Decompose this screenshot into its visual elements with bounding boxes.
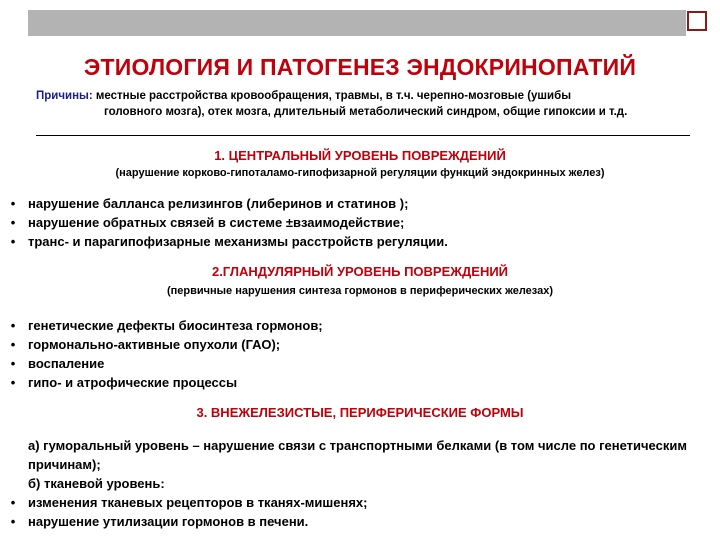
section2-heading: 2.ГЛАНДУЛЯРНЫЙ УРОВЕНЬ ПОВРЕЖДЕНИЙ bbox=[211, 264, 509, 279]
section2-list bbox=[6, 316, 323, 392]
bullet-icon: • bbox=[10, 514, 16, 529]
list-item bbox=[6, 232, 448, 251]
list-item bbox=[6, 335, 323, 354]
list-item bbox=[6, 373, 323, 392]
section2-subheading: (первичные нарушения синтеза гормонов в периферических железах) bbox=[166, 285, 554, 297]
causes-label: Причины: bbox=[36, 90, 93, 102]
bullet-icon: • bbox=[10, 356, 16, 371]
bullet-icon: • bbox=[10, 318, 16, 333]
section3-line-a: а) гуморальный уровень – нарушение связи с транспортными белками (в том числе по генетическим причинам); bbox=[28, 438, 687, 472]
bullet-icon: • bbox=[10, 196, 16, 211]
list-item-text: транс- и парагипофизарные механизмы расстройств регуляции. bbox=[28, 234, 448, 249]
bullet-icon: • bbox=[10, 375, 16, 390]
causes-text-line1: местные расстройства кровообращения, травмы, в т.ч. черепно-мозговые (ушибы bbox=[92, 90, 572, 102]
list-item-text: гипо- и атрофические процессы bbox=[28, 375, 238, 390]
list-item bbox=[6, 194, 448, 213]
header-bar bbox=[28, 10, 686, 36]
section3-line-b: б) тканевой уровень: bbox=[28, 476, 165, 491]
list-item-text: гормонально-активные опухоли (ГАО); bbox=[28, 337, 281, 352]
causes-paragraph bbox=[36, 88, 690, 120]
divider-line bbox=[36, 135, 690, 136]
section1-heading: 1. ЦЕНТРАЛЬНЫЙ УРОВЕНЬ ПОВРЕЖДЕНИЙ bbox=[214, 148, 506, 163]
section3-heading: 3. ВНЕЖЕЛЕЗИСТЫЕ, ПЕРИФЕРИЧЕСКИЕ ФОРМЫ bbox=[196, 405, 524, 420]
corner-square-icon bbox=[687, 11, 707, 31]
list-item bbox=[6, 512, 367, 531]
list-item bbox=[6, 354, 323, 373]
list-item-text: нарушение обратных связей в системе ±взаимодействие; bbox=[28, 215, 405, 230]
list-item-text: изменения тканевых рецепторов в тканях-мишенях; bbox=[28, 495, 368, 510]
bullet-icon: • bbox=[10, 337, 16, 352]
list-item-text: нарушение балланса релизингов (либеринов и статинов ); bbox=[28, 196, 409, 211]
list-item-text: воспаление bbox=[28, 356, 105, 371]
bullet-icon: • bbox=[10, 234, 16, 249]
list-item-text: нарушение утилизации гормонов в печени. bbox=[28, 514, 309, 529]
bullet-icon: • bbox=[10, 215, 16, 230]
section1-list bbox=[6, 194, 448, 251]
list-item bbox=[6, 493, 367, 512]
section3-list bbox=[6, 493, 367, 531]
causes-text-rest: головного мозга), отек мозга, длительный метаболический синдром, общие гипоксии и т.д. bbox=[104, 106, 628, 118]
list-item-text: генетические дефекты биосинтеза гормонов; bbox=[28, 318, 323, 333]
slide-title: ЭТИОЛОГИЯ И ПАТОГЕНЕЗ ЭНДОКРИНОПАТИЙ bbox=[83, 54, 637, 80]
bullet-icon: • bbox=[10, 495, 16, 510]
section1-subheading: (нарушение корково-гипоталамо-гипофизарной регуляции функций эндокринных желез) bbox=[115, 167, 605, 179]
list-item bbox=[6, 316, 323, 335]
list-item bbox=[6, 213, 448, 232]
